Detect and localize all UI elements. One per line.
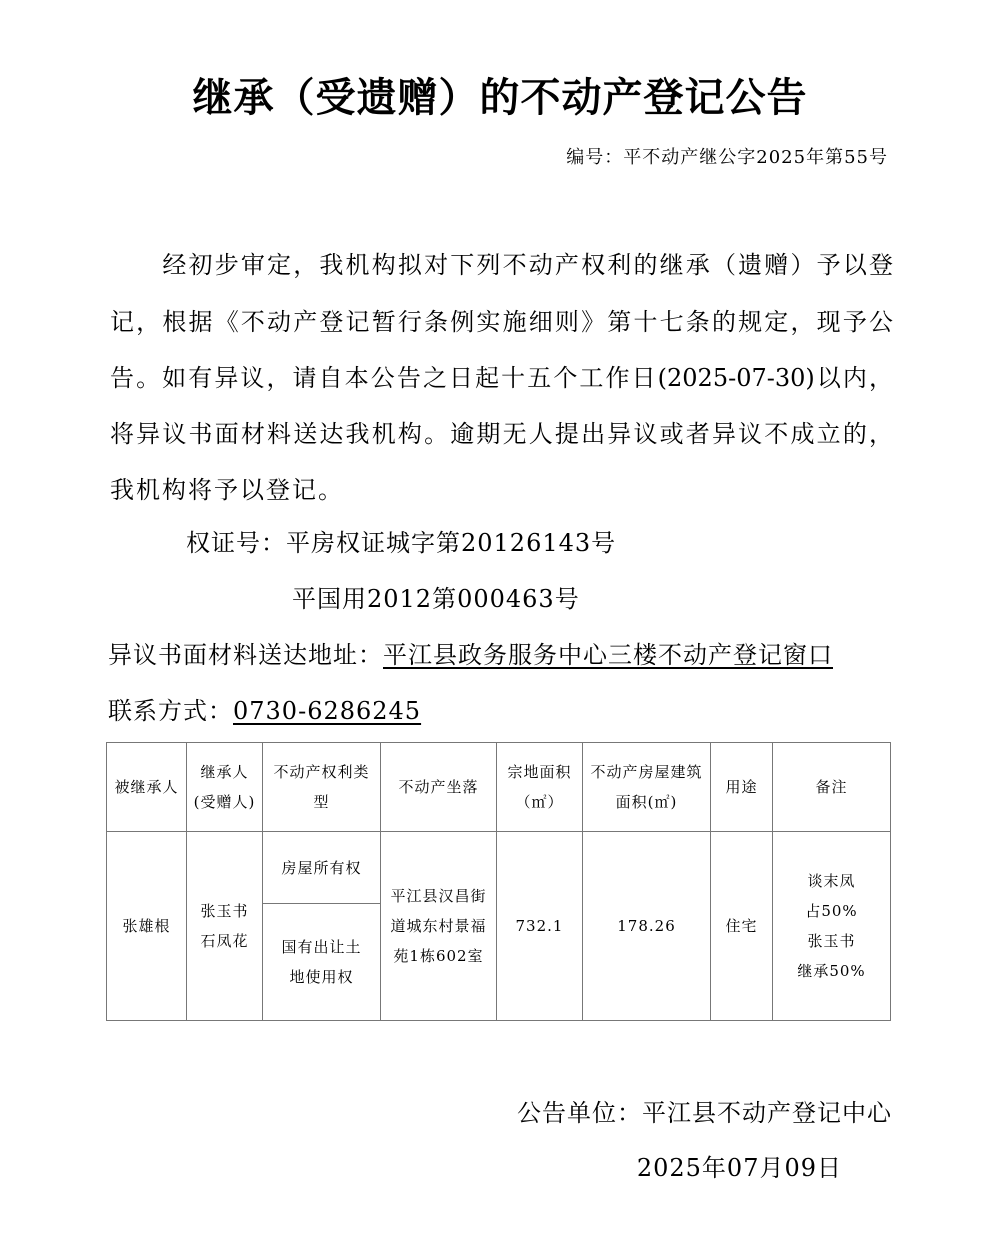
address-label: 异议书面材料送达地址： — [108, 641, 383, 669]
right-type-cell: 房屋所有权 — [263, 832, 381, 904]
decedent-cell: 张雄根 — [107, 832, 187, 1021]
header-cell: 宗地面积（㎡） — [497, 743, 583, 832]
contact-line — [108, 694, 421, 728]
heirs-cell — [187, 832, 263, 1021]
location-cell: 平江县汉昌街道城东村景福苑1栋602室 — [381, 832, 497, 1021]
certificate-number-2: 平国用2012第000463号 — [292, 585, 580, 613]
issue-date: 2025年07月09日 — [636, 1154, 842, 1182]
property-table — [106, 742, 891, 1021]
heir: 石凤花 — [200, 932, 249, 950]
header-cell: 被继承人 — [107, 743, 187, 832]
header-cell: 继承人(受赠人) — [187, 743, 263, 832]
body-line: 我机构将予以登记。 — [110, 476, 344, 504]
usage-cell: 住宅 — [711, 832, 773, 1021]
certificate-label: 权证号： — [186, 529, 286, 557]
contact-label: 联系方式： — [108, 697, 233, 725]
remark: 继承50% — [797, 962, 866, 980]
body-line: 经初步审定，我机构拟对下列不动产权利的继承（遗赠）予以登 — [110, 251, 893, 279]
certificate-number-1: 平房权证城字第20126143号 — [286, 529, 617, 557]
issuing-unit: 公告单位：平江县不动产登记中心 — [517, 1099, 892, 1127]
remark: 占50% — [805, 902, 858, 920]
building-area-cell: 178.26 — [583, 832, 711, 1021]
certificate-line-1 — [186, 526, 616, 560]
remark: 张玉书 — [807, 932, 856, 950]
document-number: 编号：平不动产继公字2025年第55号 — [566, 147, 888, 168]
body-line: 告。如有异议，请自本公告之日起十五个工作日(2025-07-30)以内， — [110, 364, 893, 392]
contact-value: 0730-6286245 — [233, 697, 422, 725]
table-row — [107, 832, 891, 904]
table-header-row — [107, 743, 891, 832]
address-line — [108, 638, 833, 672]
remark: 谈末凤 — [807, 872, 856, 890]
heir: 张玉书 — [200, 902, 249, 920]
page-title: 继承（受遗赠）的不动产登记公告 — [192, 75, 808, 121]
header-cell: 用途 — [711, 743, 773, 832]
remarks-cell — [773, 832, 891, 1021]
right-type-cell: 国有出让土地使用权 — [263, 904, 381, 1021]
header-cell: 不动产房屋建筑面积(㎡) — [583, 743, 711, 832]
header-cell: 不动产坐落 — [381, 743, 497, 832]
header-cell: 备注 — [773, 743, 891, 832]
land-area-cell: 732.1 — [497, 832, 583, 1021]
body-line: 记，根据《不动产登记暂行条例实施细则》第十七条的规定，现予公 — [110, 308, 893, 336]
header-cell: 不动产权利类 型 — [263, 743, 381, 832]
address-value: 平江县政务服务中心三楼不动产登记窗口 — [383, 641, 833, 669]
body-line: 将异议书面材料送达我机构。逾期无人提出异议或者异议不成立的， — [110, 420, 893, 448]
